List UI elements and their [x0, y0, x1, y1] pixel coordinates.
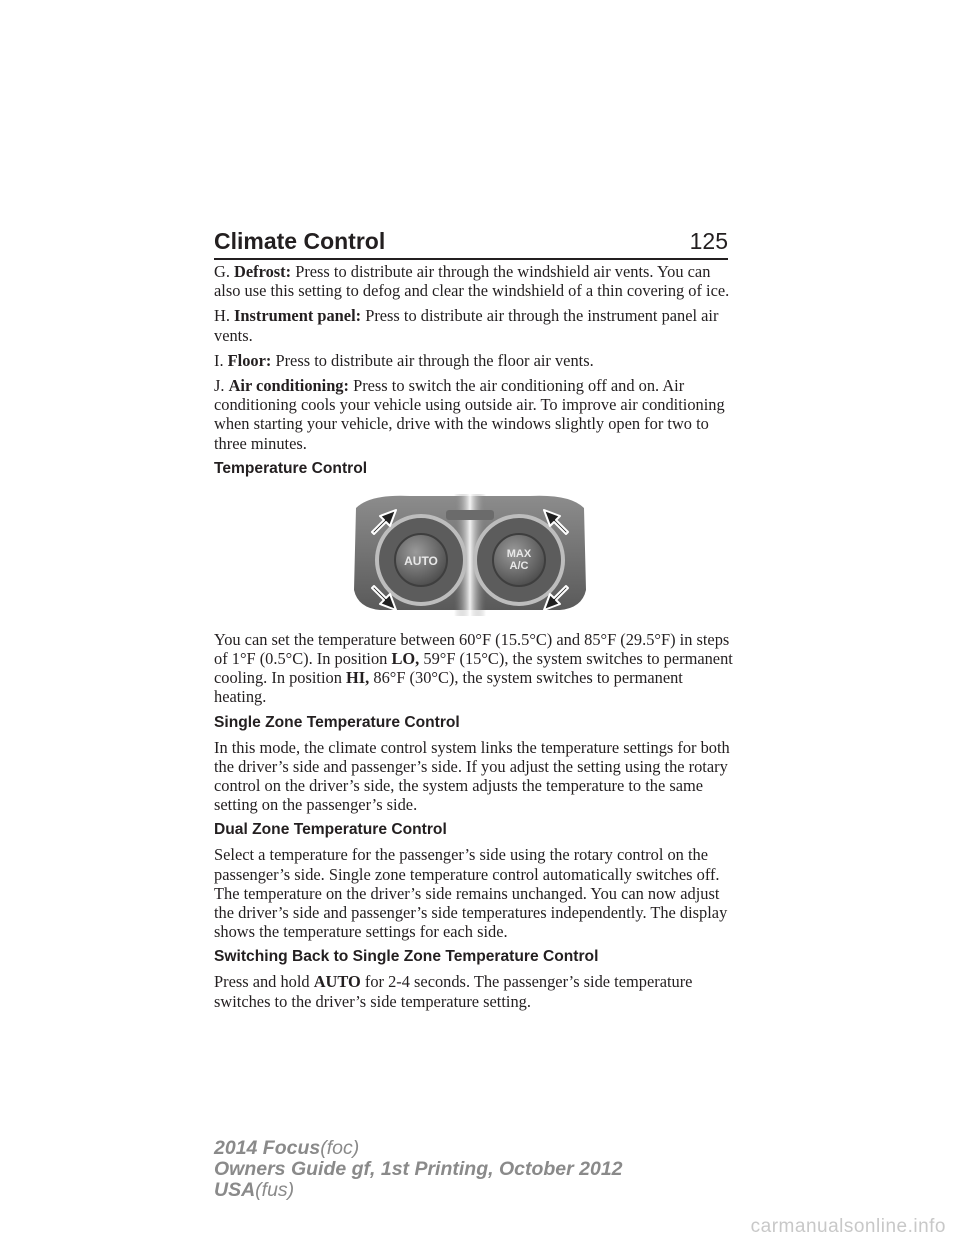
- term-auto: AUTO: [313, 972, 361, 992]
- term-floor: Floor:: [227, 350, 272, 370]
- watermark: carmanualsonline.info: [750, 1216, 946, 1237]
- term-lo: LO,: [391, 649, 420, 669]
- panel-display-slot: [446, 510, 494, 520]
- term-instrument-panel: Instrument panel:: [234, 306, 362, 326]
- paragraph-single-zone: In this mode, the climate control system links the temperature settings for both the driver’s side and passenger’s side. If you adjust the setting using the rotary control on the driver’s side, the system adjusts the temperature to the same setting on the passenger’s side.: [214, 737, 730, 815]
- page-footer: [214, 1138, 623, 1201]
- heading-switch-back: Switching Back to Single Zone Temperature Control: [214, 948, 599, 966]
- paragraph-defrost: G. Defrost: Press to distribute air through the windshield air vents. You can also use this setting to defog and clear the windshield of a thin covering of ice.: [214, 262, 730, 301]
- paragraph-air-conditioning: J. Air conditioning: Press to switch the air conditioning off and on. Air conditioning cools your vehicle using outside air. To improve air conditioning when starting your vehicle, drive with the windows slightly open for two to three minutes.: [214, 376, 725, 453]
- term-hi: HI,: [346, 668, 370, 688]
- page-content: [214, 262, 734, 1017]
- page-number: 125: [689, 228, 728, 254]
- section-title: Climate Control: [214, 228, 386, 254]
- term-air-conditioning: Air conditioning:: [228, 376, 349, 396]
- paragraph-instrument-panel: H. Instrument panel: Press to distribute air through the instrument panel air vents.: [214, 306, 719, 345]
- paragraph-temperature-range: You can set the temperature between 60°F (15.5°C) and 85°F (29.5°F) in steps of 1°F (0.5°C). In position LO, 59°F (15°C), the system switches to permanent cooling. In position HI, 86°F (30°C), the system switches to permanent heating.: [214, 629, 733, 707]
- heading-single-zone: Single Zone Temperature Control: [214, 713, 460, 731]
- paragraph-floor: I. Floor: Press to distribute air through the floor air vents.: [214, 350, 594, 370]
- footer-guide-line: Owners Guide gf, 1st Printing, October 2012: [214, 1158, 623, 1180]
- paragraph-dual-zone: Select a temperature for the passenger’s side using the rotary control on the passenger’s side. Single zone temperature control automatically switches off. The temperature on the driver’s side remains unchanged. You can now adjust the driver’s side and passenger’s side temperatures independently. The display shows the temperature settings for each side.: [214, 845, 728, 942]
- heading-temperature-control: Temperature Control: [214, 459, 368, 477]
- footer-model-line: 2014 Focus(foc): [214, 1137, 360, 1159]
- max-ac-label-line1: MAX: [506, 547, 532, 560]
- auto-button-label: AUTO: [404, 553, 438, 568]
- heading-dual-zone: Dual Zone Temperature Control: [214, 821, 447, 839]
- footer-region-line: USA(fus): [214, 1179, 295, 1201]
- paragraph-switch-back: Press and hold AUTO for 2-4 seconds. The passenger’s side temperature switches to the driver’s side temperature setting.: [214, 972, 693, 1011]
- header-rule: [214, 258, 728, 260]
- page-header: [214, 228, 728, 255]
- climate-control-panel-illustration: [350, 490, 590, 616]
- term-defrost: Defrost:: [234, 262, 292, 281]
- max-ac-label-line2: A/C: [509, 559, 529, 572]
